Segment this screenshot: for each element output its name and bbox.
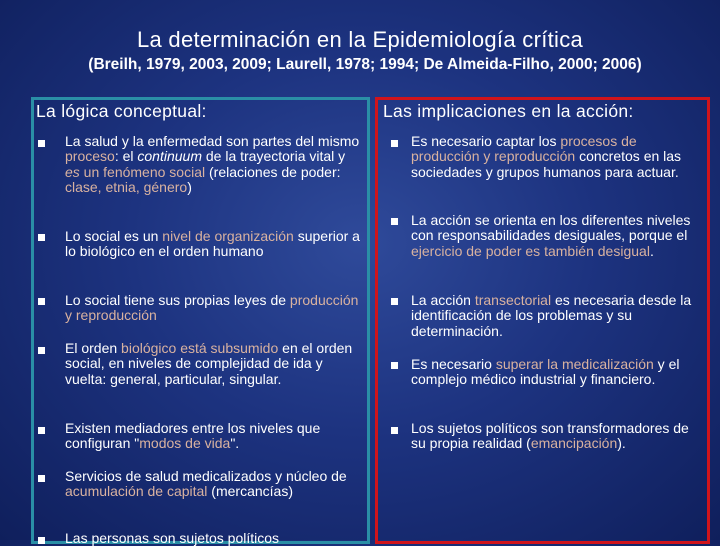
square-bullet-icon (38, 234, 45, 241)
list-item: Servicios de salud medicalizados y núcleo de acumulación de capital (mercancías) (65, 468, 347, 500)
square-bullet-icon (391, 362, 398, 369)
square-bullet-icon (38, 347, 45, 354)
list-item: Lo social es un nivel de organización superior a lo biológico en el orden humano (65, 228, 360, 260)
slide-title: La determinación en la Epidemiología crítica (136, 27, 584, 52)
square-bullet-icon (391, 218, 398, 225)
list-item: La acción se orienta en los diferentes niveles con responsabilidades desiguales, porque el ejercicio de poder es también desigual. (411, 212, 691, 259)
square-bullet-icon (38, 537, 45, 544)
square-bullet-icon (391, 427, 398, 434)
square-bullet-icon (38, 427, 45, 434)
list-item: La acción transectorial es necesaria desde la identificación de los problemas y su determinación. (411, 292, 692, 339)
list-item: Es necesario superar la medicalización y el complejo médico industrial y financiero. (411, 356, 680, 388)
list-item: Las personas son sujetos políticos (65, 530, 280, 546)
list-item: Es necesario captar los procesos de producción y reproducción concretos en las sociedades y grupos humanos para actuar. (411, 133, 682, 180)
square-bullet-icon (391, 140, 398, 147)
list-item: Los sujetos políticos son transformadores de su propia realidad (emancipación). (411, 420, 689, 452)
list-item: Lo social tiene sus propias leyes de producción y reproducción (65, 292, 359, 324)
slide-subtitle: (Breilh, 1979, 2003, 2009; Laurell, 1978; 1994; De Almeida-Filho, 2000; 2006) (88, 56, 642, 73)
square-bullet-icon (38, 298, 45, 305)
square-bullet-icon (391, 298, 398, 305)
square-bullet-icon (38, 140, 45, 147)
list-item: La salud y la enfermedad son partes del mismo proceso: el continuum de la trayectoria vital y es un fenómeno social (relaciones de poder: clase, etnia, género) (65, 133, 360, 195)
list-item: El orden biológico está subsumido en el orden social, en niveles de complejidad de ida y vuelta: general, particular, singular. (65, 340, 353, 387)
right-column-heading: Las implicaciones en la acción: (383, 101, 634, 121)
left-column-heading: La lógica conceptual: (36, 101, 207, 121)
list-item: Existen mediadores entre los niveles que configuran "modos de vida". (65, 420, 321, 452)
square-bullet-icon (38, 475, 45, 482)
